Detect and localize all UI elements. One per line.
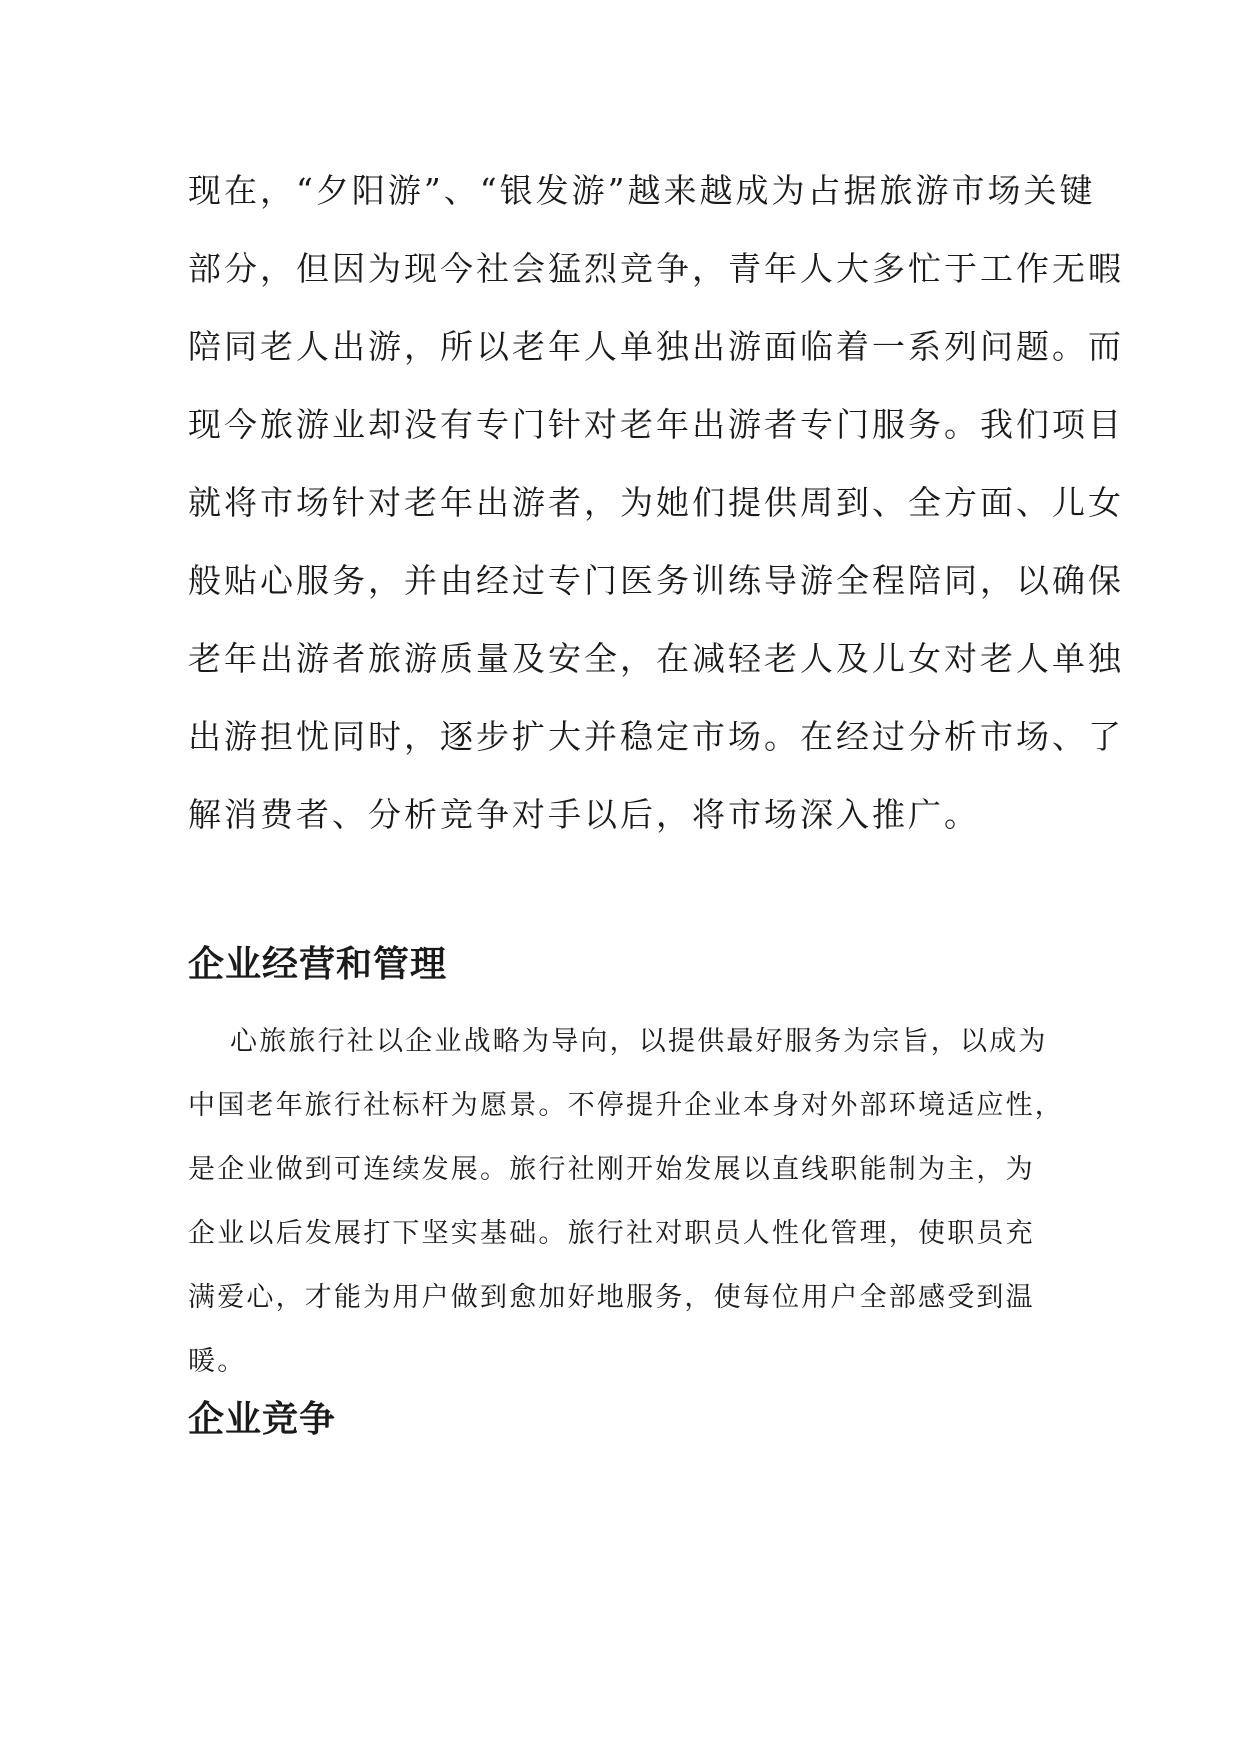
- paragraph-line: 出游担忧同时，逐步扩大并稳定市场。在经过分析市场、了: [188, 717, 1124, 756]
- paragraph-line: 解消费者、分析竞争对手以后，将市场深入推广。: [188, 795, 980, 834]
- paragraph-line: 企业以后发展打下坚实基础。旅行社对职员人性化管理，使职员充: [188, 1218, 1035, 1249]
- paragraph-line: 般贴心服务，并由经过专门医务训练导游全程陪同，以确保: [188, 561, 1124, 600]
- paragraph-line: 满爱心，才能为用户做到愈加好地服务，使每位用户全部感受到温: [188, 1282, 1035, 1313]
- paragraph-line: 老年出游者旅游质量及安全，在减轻老人及儿女对老人单独: [188, 639, 1124, 678]
- paragraph-line: 现今旅游业却没有专门针对老年出游者专门服务。我们项目: [188, 405, 1124, 444]
- paragraph-line: 部分，但因为现今社会猛烈竞争，青年人大多忙于工作无暇: [188, 249, 1124, 288]
- paragraph-line: 暖。: [188, 1346, 247, 1377]
- management-paragraph: [188, 1020, 1068, 1404]
- section-heading-management: 企业经营和管理: [188, 944, 448, 985]
- paragraph-line: 现在，“夕阳游”、“银发游”越来越成为占据旅游市场关键: [188, 171, 1096, 210]
- paragraph-line: 陪同老人出游，所以老年人单独出游面临着一系列问题。而: [188, 327, 1124, 366]
- paragraph-line: 中国老年旅行社标杆为愿景。不停提升企业本身对外部环境适应性，: [188, 1090, 1064, 1121]
- paragraph-line: 就将市场针对老年出游者，为她们提供周到、全方面、儿女: [188, 483, 1124, 522]
- intro-paragraph: [188, 163, 1124, 865]
- paragraph-line: 是企业做到可连续发展。旅行社刚开始发展以直线职能制为主，为: [188, 1154, 1035, 1185]
- section-heading-competition: 企业竞争: [188, 1399, 337, 1440]
- paragraph-line: 心旅旅行社以企业战略为导向，以提供最好服务为宗旨，以成为: [230, 1026, 1048, 1057]
